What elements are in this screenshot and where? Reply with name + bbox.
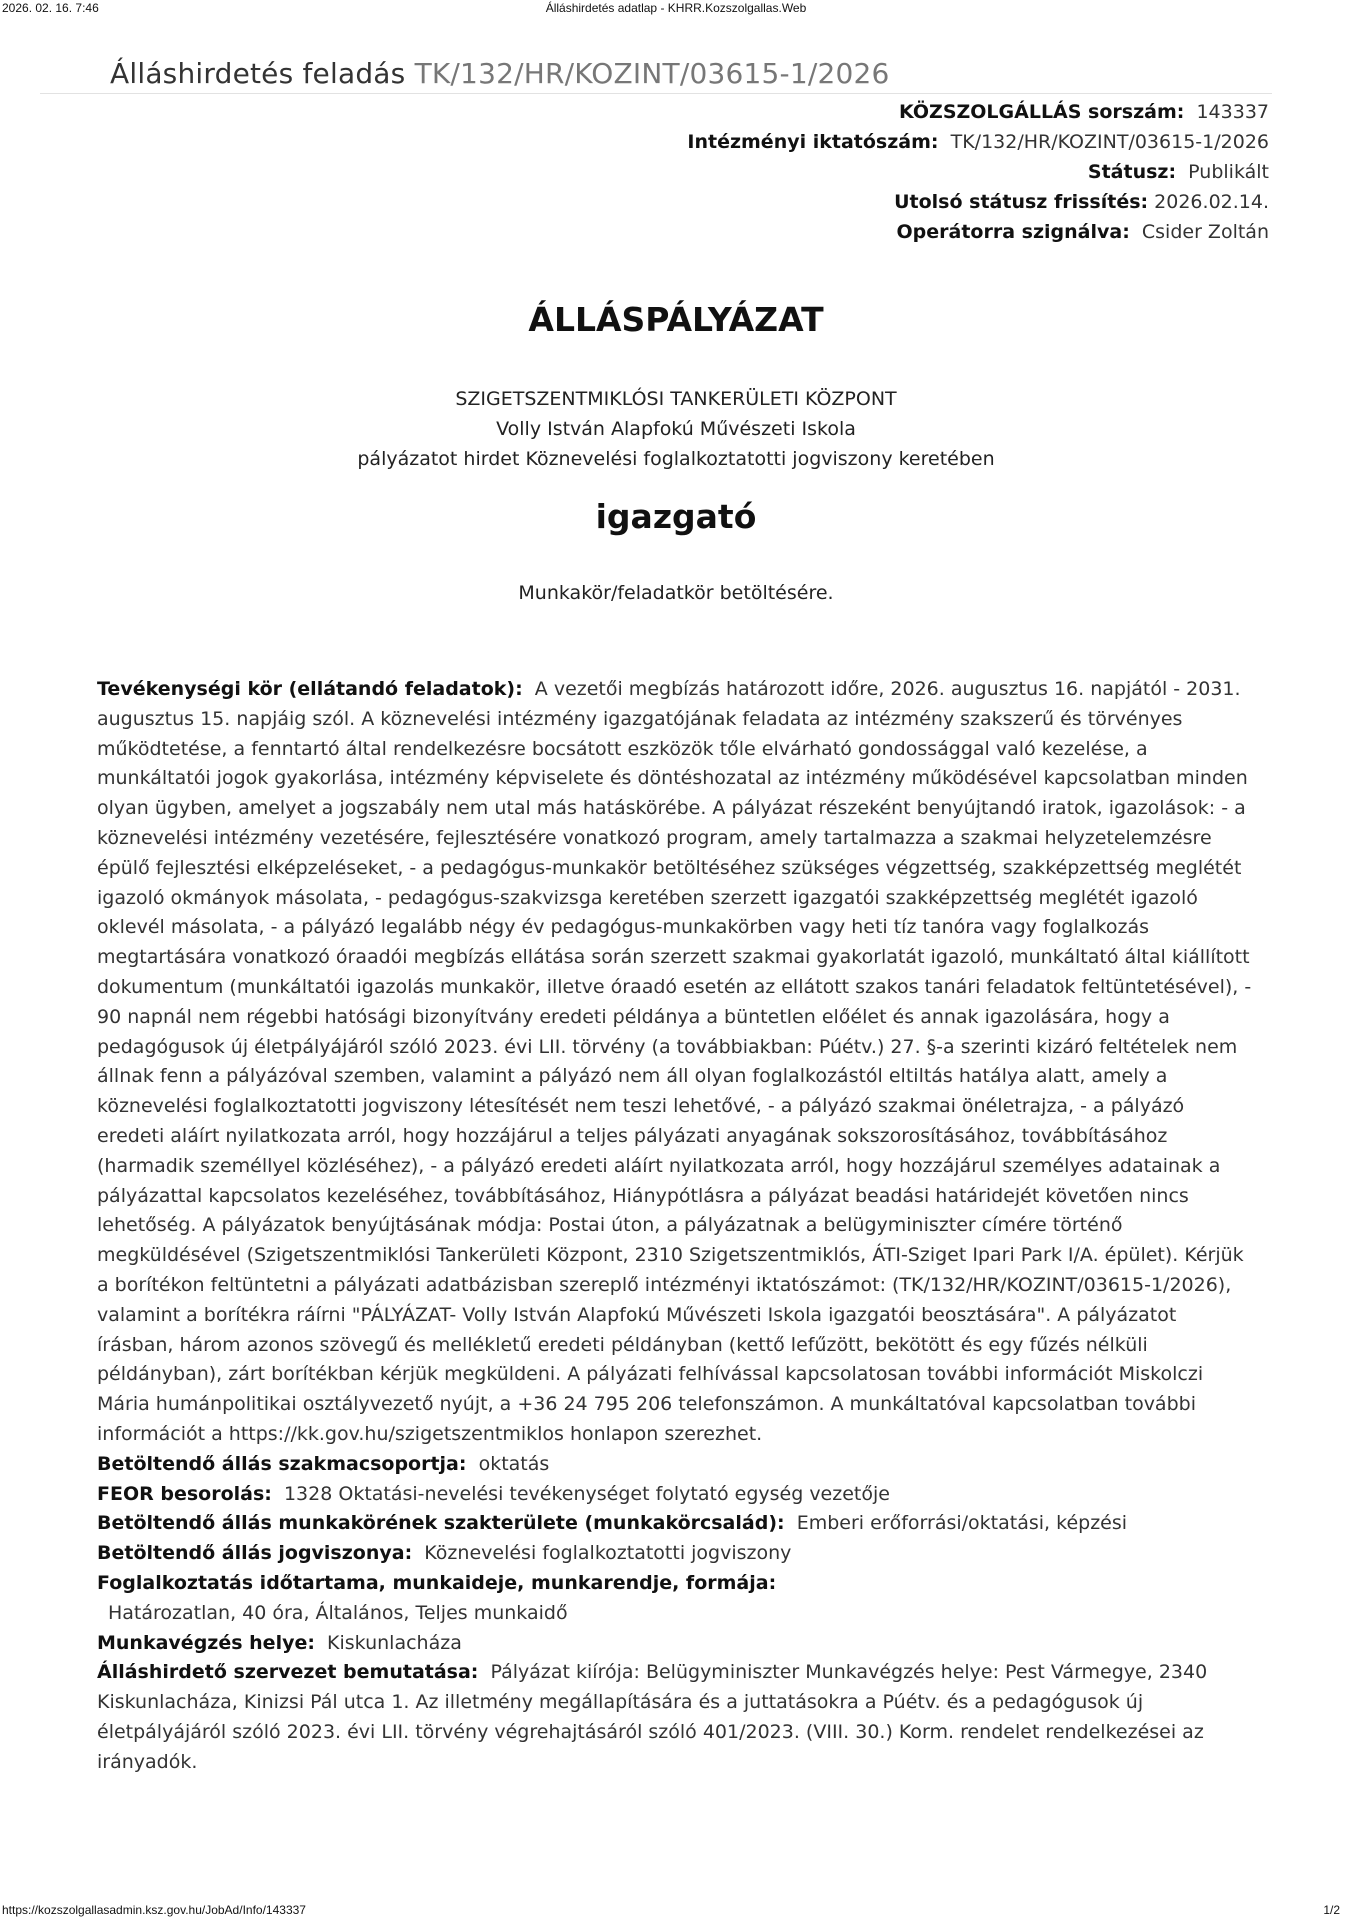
org-line: pályázatot hirdet Köznevelési foglalkoztatotti jogviszony keretében — [357, 448, 995, 470]
print-header — [0, 1, 1352, 17]
field-value: oktatás — [478, 1452, 550, 1475]
meta-value: 143337 — [1196, 101, 1269, 123]
field-value: A vezetői megbízás határozott időre, 2026. augusztus 16. napjától - 2031. augusztus 15. napjáig szól. A köznevelési intézmény igazgatójának feladata az intézmény szakszerű és törvényes működtetése, a fenntartó által rendelkezésre bocsátott eszközök tőle elvárható gondossággal való kezelése, a munkáltatói jogok gyakorlása, intézmény képviselete és döntéshozatal az intézmény működésével kapcsolatban minden olyan ügyben, amelyet a jogszabály nem utal más hatáskörébe. A pályázat részeként benyújtandó iratok, igazolások: - a köznevelési intézmény vezetésére, fejlesztésére vonatkozó program, amely tartalmazza a szakmai helyzetelemzésre épülő fejlesztési elképzeléseket, - a pedagógus-munkakör betöltéséhez szükséges végzettség, szakképzettség meglétét igazoló okmányok másolata, - pedagógus-szakvizsga keretében szerzett igazgatói szakképzettség meglétét igazoló oklevél másolata, - a pályázó legalább négy év pedagógus-munkakörben vagy heti tíz tanóra vagy foglalkozás megtartására vonatkozó óraadói megbízás ellátása során szerzett szakmai gyakorlatát igazoló, munkáltató által kiállított dokumentum (munkáltatói igazolás munkakör, illetve óraadó esetén az ellátott szakos tanári feladatok feltüntetésével), - 90 napnál nem régebbi hatósági bizonyítvány eredeti példánya a büntetlen előélet és annak igazolására, hogy a pedagógusok új életpályájáról szóló 2023. évi LII. törvény (a továbbiakban: Púétv.) 27. §-a szerinti kizáró feltételek nem állnak fenn a pályázóval szemben, valamint a pályázó nem áll olyan foglalkozástól eltiltás hatálya alatt, amely a köznevelési foglalkoztatotti jogviszony létesítését nem teszi lehetővé, - a pályázó szakmai önéletrajza, - a pályázó eredeti aláírt nyilatkozata arról, hogy hozzájárul a teljes pályázati anyagának sokszorosításához, továbbításához (harmadik személlyel közléséhez), - a pályázó eredeti aláírt nyilatkozata arról, hogy hozzájárul személyes adatainak a pályázattal kapcsolatos kezeléséhez, továbbításához, Hiánypótlásra a pályázat beadási határidejét követően nincs lehetőség. A pályázatok benyújtásának módja: Postai úton, a pályázatnak a belügyminiszter címére történő megküldésével (Szigetszentmiklósi Tankerületi Központ, 2310 Szigetszentmiklós, ÁTI-Sziget Ipari Park I/A. épület). Kérjük a borítékon feltüntetni a pályázati adatbázisban szereplő intézményi iktatószámot: (TK/132/HR/KOZINT/03615-1/2026), valamint a borítékra ráírni "PÁLYÁZAT- Volly István Alapfokú Művészeti Iskola igazgatói beosztására". A pályázatot írásban, három azonos szövegű és mellékletű eredeti példányban (kettő lefűzött, bekötött és egy fűzés nélküli példányban), zárt borítékban kérjük megküldeni. A pályázati felhívással kapcsolatosan további információt Miskolczi Mária humánpolitikai osztályvezető nyújt, a +36 24 795 206 telefonszámon. A munkáltatóval kapcsolatban további információt a https://kk.gov.hu/szigetszentmiklos honlapon szerezhet. — [97, 678, 1252, 1445]
field-tevekenyseg — [97, 675, 1257, 1450]
page-title — [110, 57, 890, 90]
field-szakmacsoport — [97, 1450, 1257, 1480]
field-label: Betöltendő állás szakmacsoportja: — [97, 1452, 467, 1475]
field-label: Álláshirdető szervezet bemutatása: — [97, 1661, 479, 1684]
meta-panel — [687, 97, 1269, 247]
field-label: Tevékenységi kör (ellátandó feladatok): — [97, 678, 523, 700]
field-idotartam-value: Határozatlan, 40 óra, Általános, Teljes munkaidő — [108, 1601, 568, 1624]
field-jogviszony — [97, 1539, 1257, 1569]
field-szervezet — [97, 1658, 1257, 1777]
meta-label: Utolsó státusz frissítés: — [894, 191, 1149, 213]
field-label: Foglalkoztatás időtartama, munkaideje, munkarendje, formája: — [97, 1571, 777, 1594]
field-idotartam — [97, 1569, 1257, 1599]
field-szakterulet — [97, 1509, 1257, 1539]
print-datetime: 2026. 02. 16. 7:46 — [2, 1, 99, 15]
print-url: https://kozszolgallasadmin.ksz.gov.hu/JobAd/Info/143337 — [2, 1903, 306, 1917]
meta-row-frissites — [687, 187, 1269, 217]
meta-label: Operátorra szignálva: — [896, 221, 1130, 243]
field-hely — [97, 1629, 1257, 1659]
print-footer — [0, 1903, 1352, 1919]
meta-row-operator — [687, 217, 1269, 247]
meta-value: Publikált — [1188, 161, 1269, 183]
field-value: Köznevelési foglalkoztatotti jogviszony — [424, 1542, 792, 1565]
ad-body — [97, 675, 1257, 1777]
ad-organization — [0, 384, 1352, 474]
field-feor — [97, 1480, 1257, 1510]
field-label: Munkavégzés helye: — [97, 1631, 315, 1654]
org-line: SZIGETSZENTMIKLÓSI TANKERÜLETI KÖZPONT — [455, 388, 897, 410]
page-title-code: TK/132/HR/KOZINT/03615-1/2026 — [414, 56, 890, 90]
print-page-title: Álláshirdetés adatlap - KHRR.Kozszolgallas.Web — [545, 1, 807, 15]
field-label: Betöltendő állás jogviszonya: — [97, 1542, 413, 1565]
field-label: FEOR besorolás: — [97, 1482, 272, 1505]
position-subtitle: Munkakör/feladatkör betöltésére. — [518, 582, 834, 604]
meta-row-iktatoszam — [687, 127, 1269, 157]
meta-row-sorszam — [687, 97, 1269, 127]
print-page-number: 1/2 — [1323, 1903, 1340, 1917]
meta-value: TK/132/HR/KOZINT/03615-1/2026 — [950, 131, 1269, 153]
position-title: igazgató — [595, 497, 757, 536]
meta-value: 2026.02.14. — [1154, 191, 1269, 213]
meta-label: KÖZSZOLGÁLLÁS sorszám: — [899, 101, 1185, 123]
meta-label: Intézményi iktatószám: — [687, 131, 939, 153]
field-value: Pályázat kiírója: Belügyminiszter Munkavégzés helye: Pest Vármegye, 2340 Kiskunlacháza, Kinizsi Pál utca 1. Az illetmény megállapítására és a juttatásokra a Púétv. és a pedagógusok új életpályájáról szóló 2023. évi LII. törvény végrehajtásáról szóló 401/2023. (VIII. 30.) Korm. rendelet rendelkezései az irányadók. — [97, 1661, 1208, 1773]
ad-heading: ÁLLÁSPÁLYÁZAT — [528, 300, 824, 339]
field-value: Emberi erőforrási/oktatási, képzési — [796, 1512, 1128, 1535]
field-value: Kiskunlacháza — [327, 1631, 462, 1654]
meta-value: Csider Zoltán — [1141, 221, 1269, 243]
field-label: Betöltendő állás munkakörének szakterülete (munkakörcsalád): — [97, 1512, 785, 1535]
meta-row-statusz — [687, 157, 1269, 187]
org-line: Volly István Alapfokú Művészeti Iskola — [496, 418, 856, 440]
meta-label: Státusz: — [1087, 161, 1177, 183]
page-title-text: Álláshirdetés feladás — [110, 56, 406, 90]
header-divider — [40, 93, 1272, 94]
field-value: 1328 Oktatási-nevelési tevékenységet folytató egység vezetője — [283, 1482, 890, 1505]
